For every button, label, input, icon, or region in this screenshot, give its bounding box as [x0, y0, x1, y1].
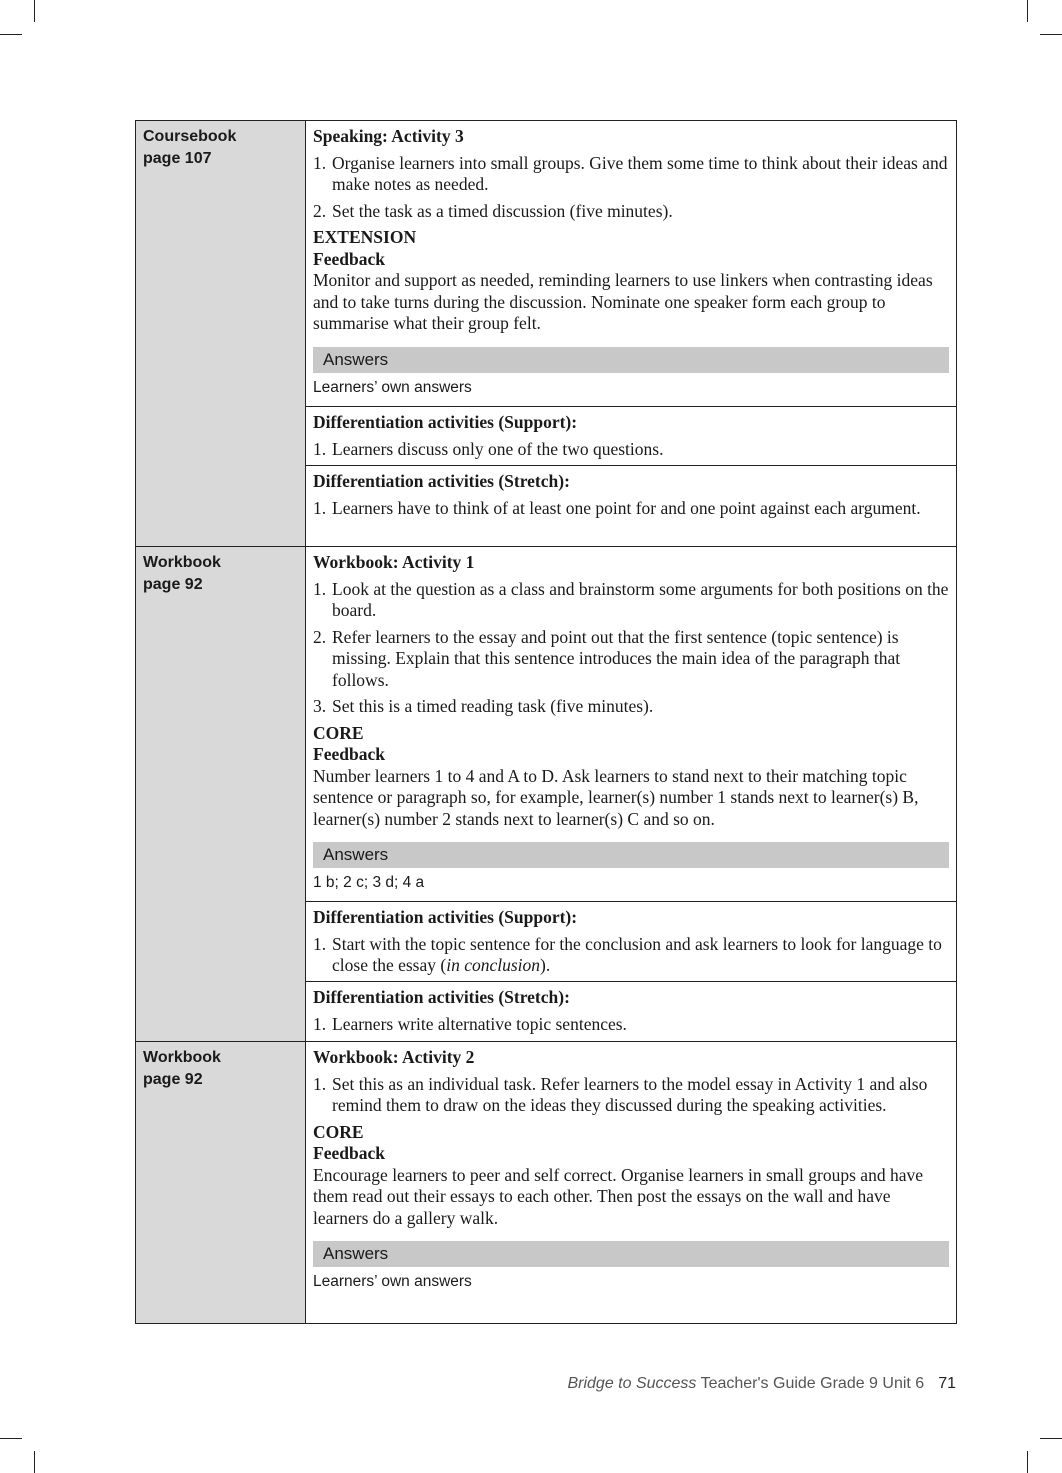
crop-mark — [1040, 1438, 1062, 1439]
level-label: EXTENSION — [313, 227, 417, 247]
list-item — [313, 201, 949, 223]
table-row — [136, 547, 957, 1042]
list-item — [313, 627, 949, 692]
item-number: 1. — [313, 1073, 327, 1094]
item-number: 2. — [313, 200, 327, 221]
item-text: Refer learners to the essay and point out that the first sentence (topic sentence) is missing. Explain that this sentence introduces the main idea of the paragraph that follows. — [332, 626, 901, 690]
feedback-label: Feedback — [313, 744, 385, 764]
crop-mark — [0, 1438, 22, 1439]
item-number: 1. — [313, 933, 327, 954]
answers-heading: Answers — [313, 347, 949, 373]
reference-page: page 92 — [143, 576, 203, 593]
list-item — [313, 579, 949, 622]
reference-cell — [136, 547, 306, 1042]
stretch-title: Differentiation activities (Stretch): — [313, 987, 570, 1007]
answers-text: 1 b; 2 c; 3 d; 4 a — [313, 874, 425, 891]
activity-title: Workbook: Activity 1 — [313, 552, 475, 572]
page-number: 71 — [938, 1375, 956, 1392]
support-title: Differentiation activities (Support): — [313, 412, 578, 432]
answers-text: Learners’ own answers — [313, 1273, 472, 1290]
crop-mark — [1040, 34, 1062, 35]
support-block — [306, 902, 956, 982]
list-item — [313, 439, 949, 461]
reference-page: page 92 — [143, 1071, 203, 1088]
crop-mark — [34, 1451, 35, 1473]
guide-title: Teacher's Guide Grade 9 Unit 6 — [696, 1375, 925, 1392]
reference-book: Workbook — [143, 554, 221, 571]
support-block — [306, 407, 956, 466]
level-label: CORE — [313, 722, 364, 743]
list-item — [313, 1074, 949, 1117]
table-row — [136, 1042, 957, 1324]
crop-mark — [0, 34, 22, 35]
reference-book: Coursebook — [143, 128, 237, 145]
level-label: CORE — [313, 1121, 364, 1142]
activity-block — [306, 547, 956, 902]
crop-mark — [34, 0, 35, 22]
content-cell — [306, 547, 957, 1042]
item-text: Set this is a timed reading task (five minutes). — [332, 696, 654, 716]
item-number: 2. — [313, 626, 327, 647]
item-text: Learners have to think of at least one point for and one point against each argument. — [332, 497, 921, 518]
stretch-block — [306, 466, 956, 546]
feedback-text: Number learners 1 to 4 and A to D. Ask learners to stand next to their matching topic sentence or paragraph so, for example, learner(s) number 1 stands next to learner(s) B, learner(s) number 2 stands next to learner(s) C and so on. — [313, 765, 919, 829]
item-number: 1. — [313, 497, 327, 518]
reference-book: Workbook — [143, 1049, 221, 1066]
answers-text: Learners’ own answers — [313, 378, 472, 396]
content-cell — [306, 121, 957, 547]
feedback-text: Encourage learners to peer and self correct. Organise learners in small groups and have them read out their essays to each other. Then post the essays on the wall and have learners do a gallery walk. — [313, 1164, 923, 1228]
item-text-part: Start with the topic sentence for the conclusion and ask learners to look for language to close the essay ( — [332, 933, 942, 975]
activity-title: Workbook: Activity 2 — [313, 1047, 475, 1067]
crop-mark — [1027, 1451, 1028, 1473]
support-title: Differentiation activities (Support): — [313, 907, 578, 927]
activity-block — [306, 1042, 956, 1323]
item-text: Organise learners into small groups. Give them some time to think about their ideas and make notes as needed. — [332, 152, 948, 194]
item-text: Set this as an individual task. Refer learners to the model essay in Activity 1 and also remind them to draw on the ideas they discussed during the speaking activities. — [332, 1073, 928, 1115]
book-title: Bridge to Success — [567, 1375, 697, 1392]
crop-mark — [1027, 0, 1028, 22]
item-number: 1. — [313, 152, 327, 173]
answers-heading: Answers — [313, 842, 949, 868]
table-row — [136, 121, 957, 547]
lesson-table — [135, 120, 957, 1324]
list-item — [313, 1014, 949, 1036]
item-text: Look at the question as a class and brainstorm some arguments for both positions on the board. — [332, 578, 949, 620]
item-text-italic: in conclusion — [446, 955, 541, 975]
list-item — [313, 934, 949, 977]
item-text: Learners write alternative topic sentences. — [332, 1013, 627, 1034]
reference-cell — [136, 121, 306, 547]
item-number: 3. — [313, 696, 327, 716]
item-text — [332, 934, 949, 977]
answers-heading: Answers — [313, 1241, 949, 1267]
reference-cell — [136, 1042, 306, 1324]
item-number: 1. — [313, 578, 327, 599]
list-item — [313, 498, 949, 520]
page-footer — [567, 1375, 956, 1393]
item-number: 1. — [313, 1013, 327, 1034]
feedback-text: Monitor and support as needed, reminding learners to use linkers when contrasting ideas and to take turns during the discussion. Nominate one speaker form each group to summarise what their group felt. — [313, 270, 933, 333]
list-item — [313, 153, 949, 196]
stretch-title: Differentiation activities (Stretch): — [313, 471, 570, 491]
feedback-label: Feedback — [313, 1143, 385, 1163]
reference-page: page 107 — [143, 150, 212, 167]
activity-block — [306, 121, 956, 407]
stretch-block — [306, 982, 956, 1041]
feedback-label: Feedback — [313, 248, 385, 269]
activity-title: Speaking: Activity 3 — [313, 126, 464, 146]
item-text: Learners discuss only one of the two questions. — [332, 438, 664, 459]
item-text: Set the task as a timed discussion (five minutes). — [332, 200, 673, 221]
item-text-part: ). — [540, 955, 551, 975]
content-cell — [306, 1042, 957, 1324]
item-number: 1. — [313, 438, 327, 459]
list-item — [313, 696, 949, 718]
